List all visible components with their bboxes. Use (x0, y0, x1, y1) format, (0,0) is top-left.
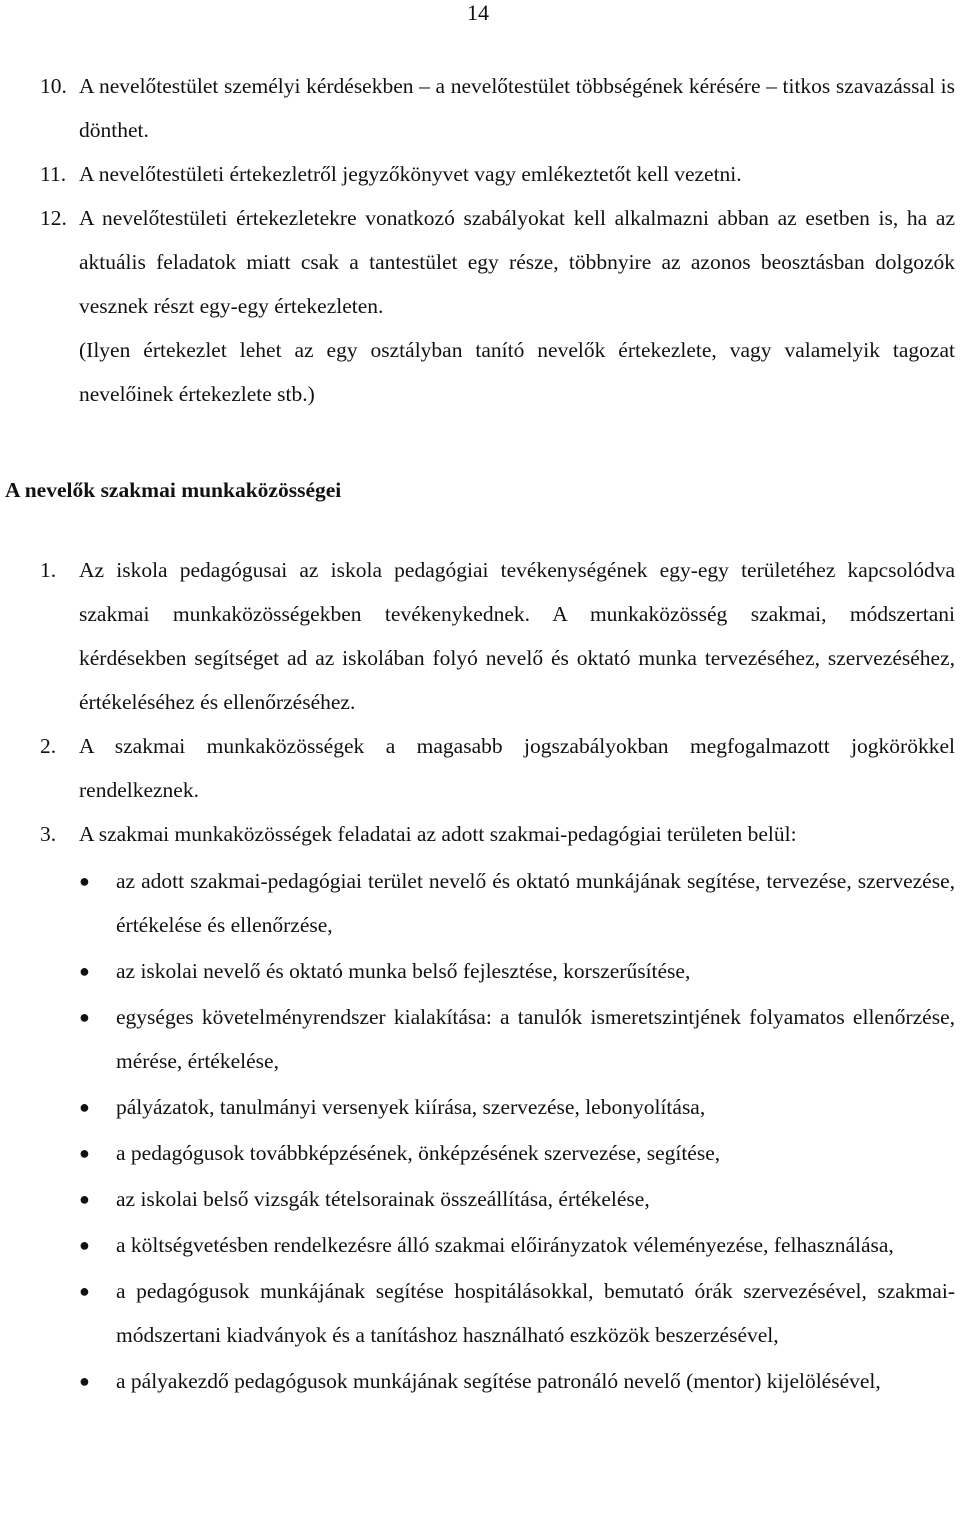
bullet-icon: ● (79, 1281, 90, 1301)
list-item (79, 1085, 955, 1129)
list-item (79, 949, 955, 993)
bullet-icon: ● (79, 1007, 90, 1027)
bullet-text: a pedagógusok továbbképzésének, önképzésének szervezése, segítése, (116, 1141, 721, 1165)
tasks-bullet-list (79, 859, 955, 1405)
bullet-text: egységes követelményrendszer kialakítása: a tanulók ismeretszintjének folyamatos ellenőrzése, mérése, értékelése, (116, 1005, 955, 1073)
bullet-icon: ● (79, 961, 90, 981)
list-item-10 (40, 64, 955, 152)
list-item-12 (40, 196, 955, 328)
bullet-icon: ● (79, 1189, 90, 1209)
list-item-2 (40, 724, 955, 812)
bullet-text: pályázatok, tanulmányi versenyek kiírása, szervezése, lebonyolítása, (116, 1095, 706, 1119)
list-item-1 (40, 548, 955, 724)
item-number: 3. (40, 822, 57, 846)
item-text: A nevelőtestület személyi kérdésekben – a nevelőtestület többségének kérésére – titkos szavazással is dönthet. (79, 74, 955, 142)
item-number: 12. (40, 206, 67, 230)
item-note: (Ilyen értekezlet lehet az egy osztályban tanító nevelők értekezlete, vagy valamelyik tagozat nevelőinek értekezlete stb.) (79, 338, 955, 406)
item-text: A szakmai munkaközösségek a magasabb jogszabályokban megfogalmazott jogkörökkel rendelkeznek. (79, 734, 955, 802)
bullet-icon: ● (79, 1235, 90, 1255)
bullet-text: az adott szakmai-pedagógiai terület nevelő és oktató munkájának segítése, tervezése, szervezése, értékelése és ellenőrzése, (116, 869, 955, 937)
item-number: 1. (40, 558, 57, 582)
item-number: 11. (40, 162, 67, 186)
bullet-icon: ● (79, 871, 90, 891)
list-item (79, 1269, 955, 1357)
bullet-text: a pedagógusok munkájának segítése hospitálásokkal, bemutató órák szervezésével, szakmai-módszertani kiadványok és a tanításhoz használható eszközök beszerzésével, (116, 1279, 955, 1347)
item-number: 2. (40, 734, 57, 758)
bullet-icon: ● (79, 1143, 90, 1163)
section-heading: A nevelők szakmai munkaközösségei (5, 478, 342, 502)
list-item (79, 995, 955, 1083)
bullet-icon: ● (79, 1097, 90, 1117)
item-text: Az iskola pedagógusai az iskola pedagógiai tevékenységének egy-egy területéhez kapcsolódva szakmai munkaközösségekben tevékenykednek. A munkaközösség szakmai, módszertani kérdésekben segítséget ad az iskolában folyó nevelő és oktató munka tervezéséhez, szervezéséhez, értékeléséhez és ellenőrzéséhez. (79, 558, 955, 714)
list-item-3 (40, 812, 955, 856)
bullet-text: az iskolai belső vizsgák tételsorainak összeállítása, értékelése, (116, 1187, 650, 1211)
bullet-text: az iskolai nevelő és oktató munka belső fejlesztése, korszerűsítése, (116, 959, 691, 983)
list-item-11 (40, 152, 955, 196)
list-item (79, 1131, 955, 1175)
bullet-text: a költségvetésben rendelkezésre álló szakmai előirányzatok véleményezése, felhasználása, (116, 1233, 894, 1257)
rules-list-bottom (40, 548, 955, 856)
page-number: 14 (467, 0, 489, 25)
list-item (79, 1177, 955, 1221)
rules-list-top (40, 64, 955, 416)
item-text: A nevelőtestületi értekezletekre vonatkozó szabályokat kell alkalmazni abban az esetben is, ha az aktuális feladatok miatt csak a tantestület egy része, többnyire az azonos beosztásban dolgozók vesznek részt egy-egy értekezleten. (79, 206, 955, 318)
list-item (79, 1359, 955, 1403)
list-item-12-note (40, 328, 955, 416)
item-number: 10. (40, 74, 67, 98)
bullet-text: a pályakezdő pedagógusok munkájának segítése patronáló nevelő (mentor) kijelölésével, (116, 1369, 881, 1393)
item-text: A nevelőtestületi értekezletről jegyzőkönyvet vagy emlékeztetőt kell vezetni. (79, 162, 742, 186)
item-text: A szakmai munkaközösségek feladatai az adott szakmai-pedagógiai területen belül: (79, 822, 797, 846)
bullet-icon: ● (79, 1371, 90, 1391)
list-item (79, 1223, 955, 1267)
list-item (79, 859, 955, 947)
